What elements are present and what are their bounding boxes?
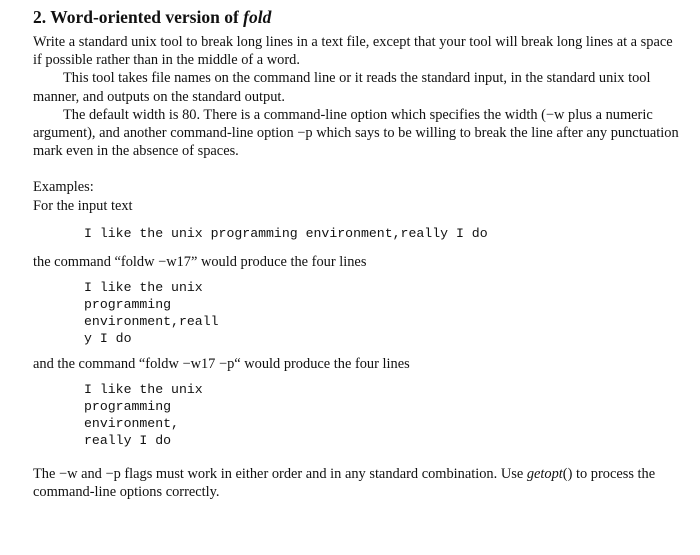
input-lead: For the input text <box>33 197 133 214</box>
command-2-lead: and the command “foldw −w17 −p“ would produce the four lines <box>33 356 410 373</box>
closing-text-after: () to process the command-line options correctly. <box>33 466 656 501</box>
assignment-page <box>33 6 683 502</box>
command-1-lead: the command “foldw −w17” would produce the four lines <box>33 253 367 270</box>
output-2-line: I like the unix <box>84 382 203 398</box>
input-code-block <box>33 225 683 242</box>
closing-text-before: The −w and −p flags must work in either order and in any standard combination. Use <box>33 466 527 483</box>
getopt-function: getopt <box>526 466 563 483</box>
output-1-line: I like the unix <box>84 280 203 296</box>
section-title-command: fold <box>243 7 272 27</box>
output-1-line: environment,reall <box>84 314 219 330</box>
intro-paragraph-3: The default width is 80. There is a command-line option which specifies the width (−w plus a numeric argument), and another command-line option −p which says to be willing to break the line after any punctuation mark even in the absence of spaces. <box>33 106 679 160</box>
output-2-line: programming <box>84 399 172 415</box>
output-2-code-block <box>33 381 683 449</box>
output-1-line: y I do <box>84 331 132 347</box>
section-heading <box>33 6 683 28</box>
examples-label: Examples: <box>33 179 94 196</box>
closing-paragraph <box>33 465 683 501</box>
output-1-code-block <box>33 279 683 347</box>
section-number: 2. <box>33 7 47 27</box>
intro-paragraph-1: Write a standard unix tool to break long lines in a text file, except that your tool will break long lines at a space if possible rather than in the middle of a word. <box>33 34 673 69</box>
output-2-line: really I do <box>84 433 172 449</box>
intro-paragraph-2: This tool takes file names on the command line or it reads the standard input, in the standard unix tool manner, and outputs on the standard output. <box>33 70 651 105</box>
section-title: Word-oriented version of <box>50 7 239 27</box>
input-code-line: I like the unix programming environment,really I do <box>84 225 488 241</box>
output-1-line: programming <box>84 297 172 313</box>
output-2-line: environment, <box>84 416 179 432</box>
